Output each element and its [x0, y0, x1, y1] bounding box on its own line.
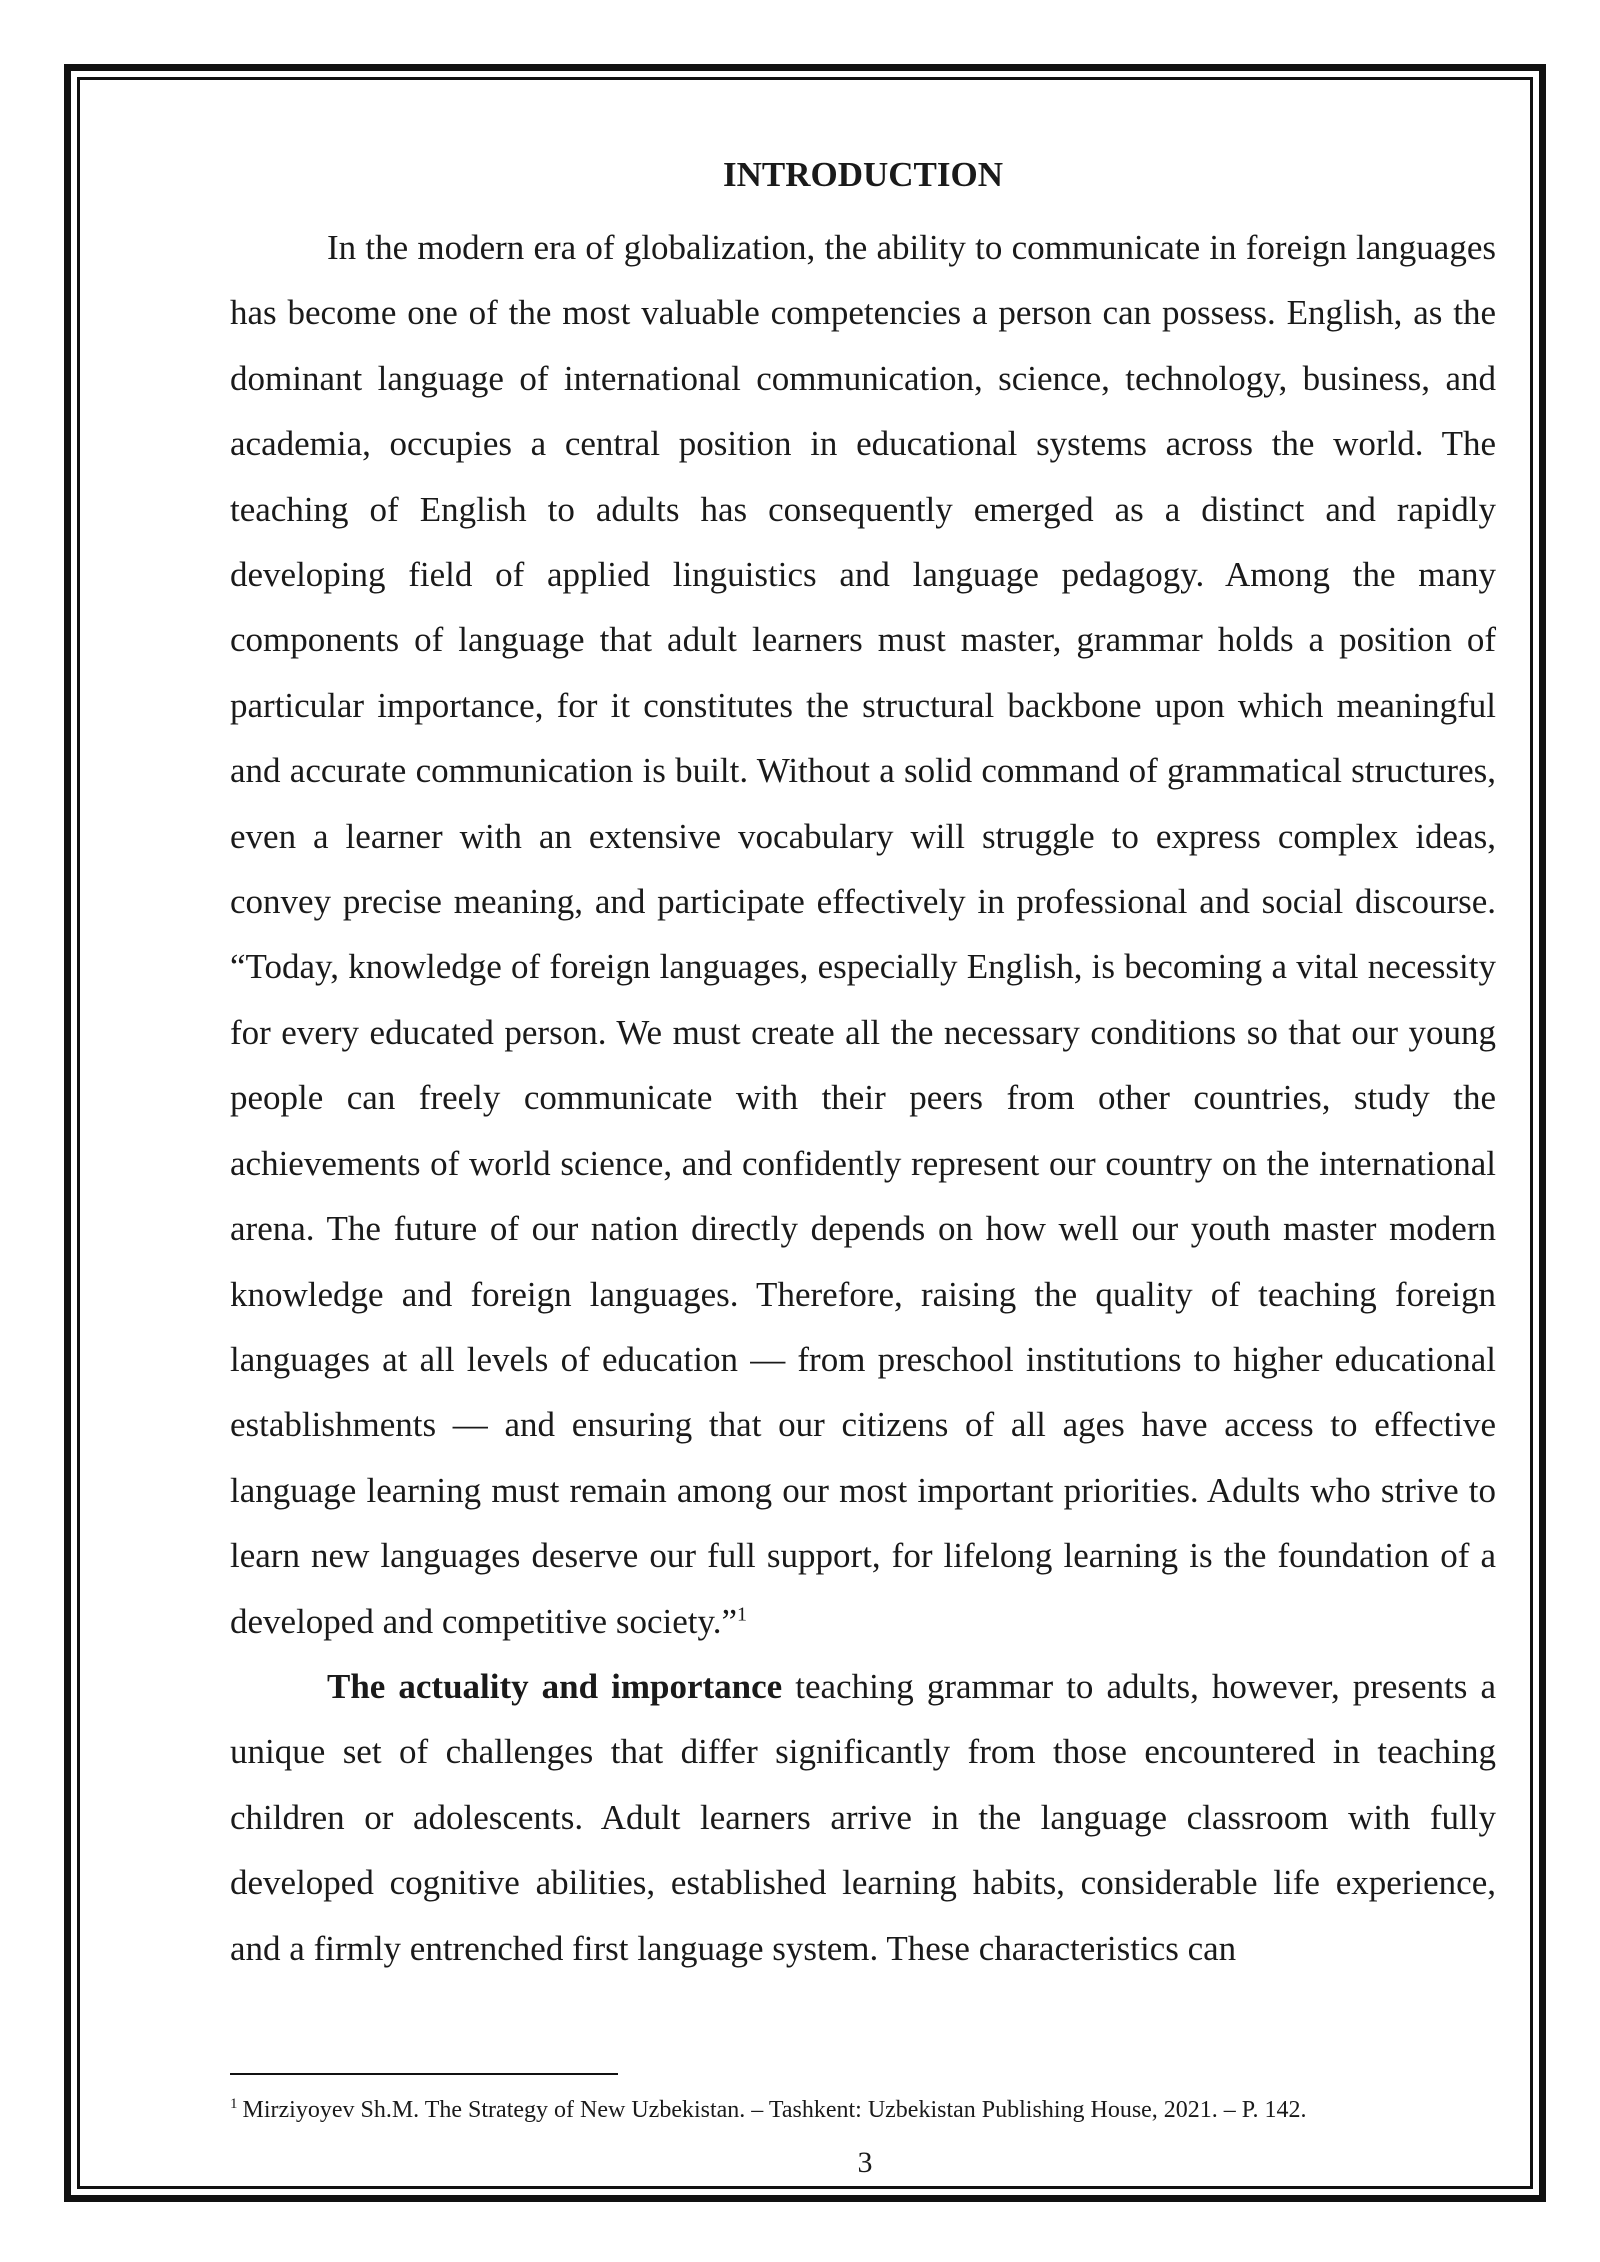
footnote-separator	[230, 2073, 618, 2075]
page-body	[230, 150, 1496, 1981]
footnote-marker: 1	[230, 2096, 238, 2112]
paragraph-actuality-text: teaching grammar to adults, however, presents a unique set of challenges that differ significantly from those encountered in teaching children or adolescents. Adult learners arrive in the language classroom with fully developed cognitive abilities, established learning habits, considerable life experience, and a firmly entrenched first language system. These characteristics can	[230, 1666, 1496, 1968]
paragraph-actuality	[230, 1654, 1496, 1981]
footnote-reference: 1	[737, 1602, 747, 1625]
paragraph-introduction-text: In the modern era of globalization, the ability to communicate in foreign languages has become one of the most valuable competencies a person can possess. English, as the dominant language of international communication, science, technology, business, and academia, occupies a central position in educational systems across the world. The teaching of English to adults has consequently emerged as a distinct and rapidly developing field of applied linguistics and language pedagogy. Among the many components of language that adult learners must master, grammar holds a position of particular importance, for it constitutes the structural backbone upon which meaningful and accurate communication is built. Without a solid command of grammatical structures, even a learner with an extensive vocabulary will struggle to express complex ideas, convey precise meaning, and participate effectively in professional and social discourse. “Today, knowledge of foreign languages, especially English, is becoming a vital necessity for every educated person. We must create all the necessary conditions so that our young people can freely communicate with their peers from other countries, study the achievements of world science, and confidently represent our country on the international arena. The future of our nation directly depends on how well our youth master modern knowledge and foreign languages. Therefore, raising the quality of teaching foreign languages at all levels of education — from preschool institutions to higher educational establishments — and ensuring that our citizens of all ages have access to effective language learning must remain among our most important priorities. Adults who strive to learn new languages deserve our full support, for lifelong learning is the foundation of a developed and competitive society.”	[230, 228, 1496, 1641]
footnote-text: Mirziyoyev Sh.M. The Strategy of New Uzbekistan. – Tashkent: Uzbekistan Publishing House, 2021. – P. 142.	[242, 2097, 1307, 2123]
paragraph-introduction	[230, 215, 1496, 1654]
section-heading: INTRODUCTION	[722, 155, 1004, 194]
paragraph-actuality-lead: The actuality and importance	[327, 1666, 783, 1706]
footnote	[230, 2093, 1496, 2127]
page-number: 3	[857, 2146, 873, 2179]
